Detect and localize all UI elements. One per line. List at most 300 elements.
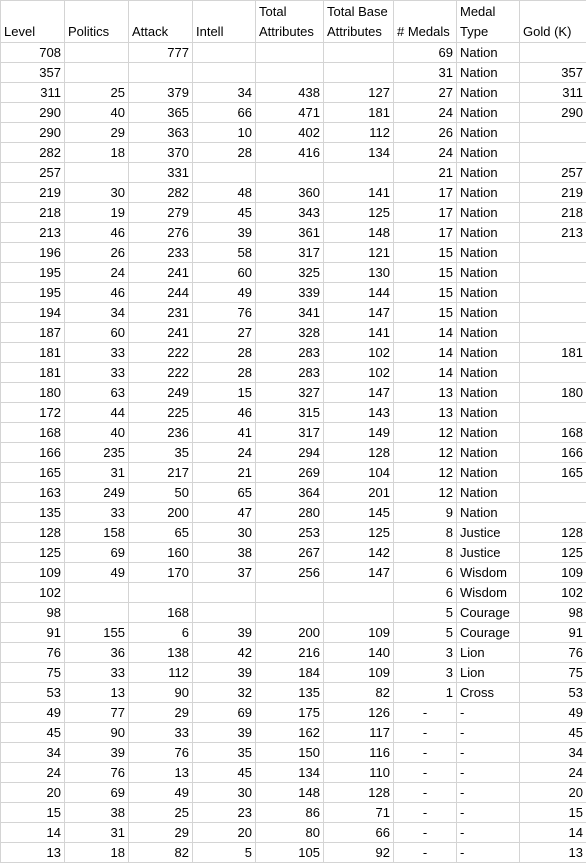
cell-intell[interactable]: 76 xyxy=(193,303,256,323)
cell-total-attributes[interactable]: 339 xyxy=(256,283,324,303)
cell-level[interactable]: 49 xyxy=(1,703,65,723)
cell-intell[interactable]: 30 xyxy=(193,523,256,543)
cell-medal-type[interactable]: Nation xyxy=(457,263,520,283)
cell-total-base-attributes[interactable]: 149 xyxy=(324,423,394,443)
cell-total-attributes[interactable]: 341 xyxy=(256,303,324,323)
cell-level[interactable]: 20 xyxy=(1,783,65,803)
cell-attack[interactable]: 222 xyxy=(129,363,193,383)
cell-medal-type[interactable]: Justice xyxy=(457,543,520,563)
cell-medals[interactable]: 14 xyxy=(394,363,457,383)
cell-politics[interactable]: 235 xyxy=(65,443,129,463)
cell-gold[interactable]: 128 xyxy=(520,523,586,543)
cell-total-base-attributes[interactable]: 144 xyxy=(324,283,394,303)
header-medals[interactable]: # Medals xyxy=(394,1,457,43)
cell-medals[interactable]: 15 xyxy=(394,283,457,303)
cell-politics[interactable] xyxy=(65,583,129,603)
cell-level[interactable]: 14 xyxy=(1,823,65,843)
cell-medal-type[interactable]: Nation xyxy=(457,423,520,443)
cell-attack[interactable]: 363 xyxy=(129,123,193,143)
cell-attack[interactable]: 231 xyxy=(129,303,193,323)
cell-attack[interactable]: 50 xyxy=(129,483,193,503)
cell-gold[interactable]: 180 xyxy=(520,383,586,403)
cell-level[interactable]: 181 xyxy=(1,343,65,363)
cell-intell[interactable]: 30 xyxy=(193,783,256,803)
cell-intell[interactable]: 66 xyxy=(193,103,256,123)
cell-politics[interactable]: 76 xyxy=(65,763,129,783)
cell-total-base-attributes[interactable]: 112 xyxy=(324,123,394,143)
cell-attack[interactable]: 168 xyxy=(129,603,193,623)
cell-medal-type[interactable]: - xyxy=(457,763,520,783)
cell-total-attributes[interactable] xyxy=(256,43,324,63)
cell-medals[interactable]: 27 xyxy=(394,83,457,103)
cell-total-base-attributes[interactable]: 128 xyxy=(324,783,394,803)
cell-politics[interactable]: 40 xyxy=(65,103,129,123)
cell-attack[interactable]: 13 xyxy=(129,763,193,783)
cell-gold[interactable] xyxy=(520,143,586,163)
cell-politics[interactable]: 36 xyxy=(65,643,129,663)
cell-medal-type[interactable]: Courage xyxy=(457,623,520,643)
cell-level[interactable]: 195 xyxy=(1,283,65,303)
cell-gold[interactable]: 75 xyxy=(520,663,586,683)
cell-gold[interactable]: 20 xyxy=(520,783,586,803)
cell-total-base-attributes[interactable]: 110 xyxy=(324,763,394,783)
cell-intell[interactable]: 15 xyxy=(193,383,256,403)
cell-total-base-attributes[interactable]: 147 xyxy=(324,563,394,583)
cell-total-base-attributes[interactable]: 128 xyxy=(324,443,394,463)
cell-gold[interactable] xyxy=(520,263,586,283)
cell-intell[interactable]: 28 xyxy=(193,363,256,383)
cell-medals[interactable]: 5 xyxy=(394,603,457,623)
cell-politics[interactable]: 46 xyxy=(65,283,129,303)
header-total-attributes[interactable]: Total Attributes xyxy=(256,1,324,43)
cell-intell[interactable]: 46 xyxy=(193,403,256,423)
cell-intell[interactable]: 39 xyxy=(193,623,256,643)
cell-medals[interactable]: 24 xyxy=(394,143,457,163)
cell-level[interactable]: 165 xyxy=(1,463,65,483)
cell-attack[interactable]: 29 xyxy=(129,703,193,723)
cell-medals[interactable]: 14 xyxy=(394,323,457,343)
cell-medals[interactable]: 13 xyxy=(394,383,457,403)
cell-gold[interactable]: 24 xyxy=(520,763,586,783)
cell-attack[interactable]: 33 xyxy=(129,723,193,743)
cell-attack[interactable]: 25 xyxy=(129,803,193,823)
cell-attack[interactable]: 82 xyxy=(129,843,193,863)
cell-medals[interactable]: 13 xyxy=(394,403,457,423)
cell-level[interactable]: 91 xyxy=(1,623,65,643)
cell-attack[interactable]: 331 xyxy=(129,163,193,183)
cell-level[interactable]: 13 xyxy=(1,843,65,863)
cell-intell[interactable]: 58 xyxy=(193,243,256,263)
cell-total-base-attributes[interactable] xyxy=(324,603,394,623)
cell-attack[interactable]: 160 xyxy=(129,543,193,563)
cell-politics[interactable] xyxy=(65,63,129,83)
cell-politics[interactable]: 30 xyxy=(65,183,129,203)
cell-medal-type[interactable]: Nation xyxy=(457,83,520,103)
cell-attack[interactable]: 138 xyxy=(129,643,193,663)
cell-politics[interactable]: 13 xyxy=(65,683,129,703)
cell-total-base-attributes[interactable]: 125 xyxy=(324,203,394,223)
cell-total-base-attributes[interactable] xyxy=(324,163,394,183)
cell-medal-type[interactable]: Nation xyxy=(457,123,520,143)
cell-total-attributes[interactable]: 317 xyxy=(256,423,324,443)
cell-gold[interactable]: 109 xyxy=(520,563,586,583)
cell-attack[interactable]: 249 xyxy=(129,383,193,403)
cell-politics[interactable]: 18 xyxy=(65,143,129,163)
cell-medals[interactable]: 26 xyxy=(394,123,457,143)
cell-level[interactable]: 282 xyxy=(1,143,65,163)
cell-medals[interactable]: 15 xyxy=(394,303,457,323)
cell-medals[interactable]: 8 xyxy=(394,523,457,543)
cell-level[interactable]: 135 xyxy=(1,503,65,523)
cell-medals[interactable]: 21 xyxy=(394,163,457,183)
cell-politics[interactable]: 69 xyxy=(65,543,129,563)
header-total-base-attributes[interactable]: Total Base Attributes xyxy=(324,1,394,43)
cell-intell[interactable]: 34 xyxy=(193,83,256,103)
cell-politics[interactable]: 33 xyxy=(65,663,129,683)
cell-politics[interactable]: 33 xyxy=(65,503,129,523)
cell-gold[interactable]: 219 xyxy=(520,183,586,203)
cell-level[interactable]: 194 xyxy=(1,303,65,323)
cell-gold[interactable]: 311 xyxy=(520,83,586,103)
cell-total-base-attributes[interactable]: 66 xyxy=(324,823,394,843)
cell-medals[interactable]: 1 xyxy=(394,683,457,703)
cell-intell[interactable]: 24 xyxy=(193,443,256,463)
cell-total-attributes[interactable]: 134 xyxy=(256,763,324,783)
cell-total-attributes[interactable]: 343 xyxy=(256,203,324,223)
cell-total-base-attributes[interactable]: 140 xyxy=(324,643,394,663)
cell-level[interactable]: 213 xyxy=(1,223,65,243)
cell-medals[interactable]: 12 xyxy=(394,423,457,443)
cell-total-base-attributes[interactable]: 121 xyxy=(324,243,394,263)
cell-medals[interactable]: - xyxy=(394,823,457,843)
cell-medal-type[interactable]: Nation xyxy=(457,143,520,163)
cell-total-base-attributes[interactable] xyxy=(324,43,394,63)
cell-total-attributes[interactable]: 438 xyxy=(256,83,324,103)
cell-medals[interactable]: 15 xyxy=(394,243,457,263)
cell-level[interactable]: 311 xyxy=(1,83,65,103)
cell-politics[interactable]: 31 xyxy=(65,823,129,843)
cell-politics[interactable]: 46 xyxy=(65,223,129,243)
cell-total-base-attributes[interactable]: 148 xyxy=(324,223,394,243)
cell-total-attributes[interactable]: 269 xyxy=(256,463,324,483)
cell-politics[interactable]: 63 xyxy=(65,383,129,403)
cell-politics[interactable]: 39 xyxy=(65,743,129,763)
cell-attack[interactable]: 279 xyxy=(129,203,193,223)
cell-total-base-attributes[interactable]: 92 xyxy=(324,843,394,863)
cell-intell[interactable]: 38 xyxy=(193,543,256,563)
cell-attack[interactable] xyxy=(129,583,193,603)
cell-level[interactable]: 75 xyxy=(1,663,65,683)
cell-gold[interactable] xyxy=(520,303,586,323)
cell-medal-type[interactable]: - xyxy=(457,743,520,763)
cell-level[interactable]: 218 xyxy=(1,203,65,223)
cell-total-base-attributes[interactable]: 143 xyxy=(324,403,394,423)
cell-total-attributes[interactable] xyxy=(256,63,324,83)
cell-intell[interactable]: 10 xyxy=(193,123,256,143)
cell-medals[interactable]: 17 xyxy=(394,183,457,203)
cell-gold[interactable] xyxy=(520,43,586,63)
cell-medals[interactable]: 24 xyxy=(394,103,457,123)
cell-level[interactable]: 708 xyxy=(1,43,65,63)
cell-gold[interactable]: 213 xyxy=(520,223,586,243)
cell-total-base-attributes[interactable]: 71 xyxy=(324,803,394,823)
cell-level[interactable]: 187 xyxy=(1,323,65,343)
cell-total-attributes[interactable]: 325 xyxy=(256,263,324,283)
cell-total-attributes[interactable]: 80 xyxy=(256,823,324,843)
cell-gold[interactable]: 218 xyxy=(520,203,586,223)
cell-medal-type[interactable]: Justice xyxy=(457,523,520,543)
cell-gold[interactable]: 34 xyxy=(520,743,586,763)
cell-intell[interactable]: 28 xyxy=(193,143,256,163)
cell-total-base-attributes[interactable]: 130 xyxy=(324,263,394,283)
cell-medal-type[interactable]: Nation xyxy=(457,483,520,503)
cell-attack[interactable]: 241 xyxy=(129,263,193,283)
cell-politics[interactable]: 249 xyxy=(65,483,129,503)
cell-medal-type[interactable]: - xyxy=(457,823,520,843)
cell-medals[interactable]: - xyxy=(394,703,457,723)
cell-medal-type[interactable]: Nation xyxy=(457,503,520,523)
cell-gold[interactable]: 76 xyxy=(520,643,586,663)
header-attack[interactable]: Attack xyxy=(129,1,193,43)
cell-medals[interactable]: 9 xyxy=(394,503,457,523)
cell-total-attributes[interactable]: 86 xyxy=(256,803,324,823)
cell-medal-type[interactable]: Nation xyxy=(457,343,520,363)
cell-level[interactable]: 98 xyxy=(1,603,65,623)
cell-total-base-attributes[interactable]: 142 xyxy=(324,543,394,563)
cell-medal-type[interactable]: Nation xyxy=(457,463,520,483)
cell-total-base-attributes[interactable]: 117 xyxy=(324,723,394,743)
cell-attack[interactable]: 379 xyxy=(129,83,193,103)
cell-politics[interactable] xyxy=(65,603,129,623)
cell-level[interactable]: 172 xyxy=(1,403,65,423)
header-intell[interactable]: Intell xyxy=(193,1,256,43)
cell-total-base-attributes[interactable]: 127 xyxy=(324,83,394,103)
cell-total-attributes[interactable]: 184 xyxy=(256,663,324,683)
cell-politics[interactable]: 69 xyxy=(65,783,129,803)
cell-total-attributes[interactable]: 471 xyxy=(256,103,324,123)
cell-intell[interactable]: 39 xyxy=(193,223,256,243)
cell-medals[interactable]: 3 xyxy=(394,663,457,683)
cell-intell[interactable] xyxy=(193,603,256,623)
cell-level[interactable]: 15 xyxy=(1,803,65,823)
cell-gold[interactable]: 49 xyxy=(520,703,586,723)
cell-total-base-attributes[interactable]: 126 xyxy=(324,703,394,723)
cell-level[interactable]: 166 xyxy=(1,443,65,463)
cell-total-attributes[interactable]: 360 xyxy=(256,183,324,203)
cell-level[interactable]: 290 xyxy=(1,103,65,123)
cell-medals[interactable]: 69 xyxy=(394,43,457,63)
cell-medals[interactable]: - xyxy=(394,743,457,763)
cell-medal-type[interactable]: - xyxy=(457,843,520,863)
cell-medal-type[interactable]: Lion xyxy=(457,663,520,683)
cell-level[interactable]: 181 xyxy=(1,363,65,383)
cell-intell[interactable] xyxy=(193,583,256,603)
cell-medal-type[interactable]: Nation xyxy=(457,103,520,123)
cell-medal-type[interactable]: Courage xyxy=(457,603,520,623)
cell-attack[interactable]: 170 xyxy=(129,563,193,583)
cell-intell[interactable]: 41 xyxy=(193,423,256,443)
cell-politics[interactable]: 60 xyxy=(65,323,129,343)
cell-medal-type[interactable]: Nation xyxy=(457,183,520,203)
cell-intell[interactable]: 20 xyxy=(193,823,256,843)
cell-gold[interactable] xyxy=(520,323,586,343)
cell-intell[interactable]: 65 xyxy=(193,483,256,503)
cell-total-attributes[interactable]: 328 xyxy=(256,323,324,343)
cell-gold[interactable]: 357 xyxy=(520,63,586,83)
cell-medals[interactable]: 15 xyxy=(394,263,457,283)
cell-attack[interactable]: 233 xyxy=(129,243,193,263)
cell-total-attributes[interactable]: 148 xyxy=(256,783,324,803)
cell-total-attributes[interactable]: 256 xyxy=(256,563,324,583)
cell-intell[interactable]: 39 xyxy=(193,723,256,743)
cell-politics[interactable]: 38 xyxy=(65,803,129,823)
cell-intell[interactable]: 21 xyxy=(193,463,256,483)
cell-politics[interactable]: 49 xyxy=(65,563,129,583)
cell-level[interactable]: 195 xyxy=(1,263,65,283)
cell-medal-type[interactable]: - xyxy=(457,703,520,723)
cell-level[interactable]: 24 xyxy=(1,763,65,783)
cell-politics[interactable]: 44 xyxy=(65,403,129,423)
cell-level[interactable]: 125 xyxy=(1,543,65,563)
cell-gold[interactable]: 102 xyxy=(520,583,586,603)
cell-level[interactable]: 102 xyxy=(1,583,65,603)
cell-politics[interactable]: 34 xyxy=(65,303,129,323)
cell-medals[interactable]: 6 xyxy=(394,563,457,583)
cell-level[interactable]: 53 xyxy=(1,683,65,703)
cell-intell[interactable]: 42 xyxy=(193,643,256,663)
cell-attack[interactable]: 222 xyxy=(129,343,193,363)
cell-total-base-attributes[interactable]: 141 xyxy=(324,183,394,203)
cell-politics[interactable]: 40 xyxy=(65,423,129,443)
cell-medal-type[interactable]: Nation xyxy=(457,43,520,63)
cell-politics[interactable]: 155 xyxy=(65,623,129,643)
cell-level[interactable]: 219 xyxy=(1,183,65,203)
cell-total-attributes[interactable]: 294 xyxy=(256,443,324,463)
cell-gold[interactable]: 181 xyxy=(520,343,586,363)
cell-intell[interactable] xyxy=(193,43,256,63)
cell-level[interactable]: 168 xyxy=(1,423,65,443)
cell-politics[interactable]: 29 xyxy=(65,123,129,143)
cell-gold[interactable] xyxy=(520,123,586,143)
cell-total-attributes[interactable]: 327 xyxy=(256,383,324,403)
cell-medal-type[interactable]: Nation xyxy=(457,363,520,383)
cell-total-base-attributes[interactable]: 201 xyxy=(324,483,394,503)
cell-intell[interactable]: 32 xyxy=(193,683,256,703)
cell-gold[interactable] xyxy=(520,403,586,423)
cell-politics[interactable]: 90 xyxy=(65,723,129,743)
cell-level[interactable]: 34 xyxy=(1,743,65,763)
cell-total-attributes[interactable]: 280 xyxy=(256,503,324,523)
cell-total-attributes[interactable]: 162 xyxy=(256,723,324,743)
cell-politics[interactable] xyxy=(65,43,129,63)
cell-intell[interactable]: 49 xyxy=(193,283,256,303)
cell-total-base-attributes[interactable]: 102 xyxy=(324,363,394,383)
cell-medal-type[interactable]: - xyxy=(457,723,520,743)
cell-gold[interactable]: 257 xyxy=(520,163,586,183)
cell-total-attributes[interactable] xyxy=(256,583,324,603)
cell-gold[interactable] xyxy=(520,483,586,503)
cell-total-attributes[interactable]: 253 xyxy=(256,523,324,543)
cell-intell[interactable]: 27 xyxy=(193,323,256,343)
cell-intell[interactable]: 28 xyxy=(193,343,256,363)
cell-level[interactable]: 357 xyxy=(1,63,65,83)
cell-gold[interactable]: 14 xyxy=(520,823,586,843)
cell-total-attributes[interactable]: 361 xyxy=(256,223,324,243)
cell-politics[interactable]: 33 xyxy=(65,343,129,363)
cell-total-base-attributes[interactable]: 102 xyxy=(324,343,394,363)
cell-attack[interactable]: 241 xyxy=(129,323,193,343)
cell-attack[interactable] xyxy=(129,63,193,83)
cell-intell[interactable]: 35 xyxy=(193,743,256,763)
cell-total-base-attributes[interactable]: 109 xyxy=(324,623,394,643)
cell-intell[interactable]: 23 xyxy=(193,803,256,823)
cell-medal-type[interactable]: Nation xyxy=(457,223,520,243)
cell-medals[interactable]: 3 xyxy=(394,643,457,663)
cell-politics[interactable]: 33 xyxy=(65,363,129,383)
cell-medals[interactable]: 12 xyxy=(394,463,457,483)
cell-medal-type[interactable]: Nation xyxy=(457,403,520,423)
cell-intell[interactable]: 45 xyxy=(193,203,256,223)
cell-medals[interactable]: - xyxy=(394,723,457,743)
cell-politics[interactable]: 19 xyxy=(65,203,129,223)
cell-total-attributes[interactable] xyxy=(256,603,324,623)
cell-total-attributes[interactable]: 364 xyxy=(256,483,324,503)
cell-politics[interactable]: 25 xyxy=(65,83,129,103)
cell-total-attributes[interactable]: 150 xyxy=(256,743,324,763)
cell-total-base-attributes[interactable]: 109 xyxy=(324,663,394,683)
cell-attack[interactable]: 200 xyxy=(129,503,193,523)
cell-gold[interactable]: 91 xyxy=(520,623,586,643)
cell-total-attributes[interactable] xyxy=(256,163,324,183)
cell-total-base-attributes[interactable] xyxy=(324,583,394,603)
cell-medals[interactable]: - xyxy=(394,843,457,863)
cell-total-attributes[interactable]: 267 xyxy=(256,543,324,563)
cell-medal-type[interactable]: Nation xyxy=(457,323,520,343)
cell-medal-type[interactable]: Nation xyxy=(457,383,520,403)
cell-total-base-attributes[interactable]: 147 xyxy=(324,303,394,323)
cell-gold[interactable]: 165 xyxy=(520,463,586,483)
cell-level[interactable]: 290 xyxy=(1,123,65,143)
cell-intell[interactable] xyxy=(193,163,256,183)
header-gold[interactable]: Gold (K) xyxy=(520,1,586,43)
cell-total-base-attributes[interactable]: 125 xyxy=(324,523,394,543)
cell-attack[interactable]: 282 xyxy=(129,183,193,203)
cell-medal-type[interactable]: Wisdom xyxy=(457,563,520,583)
cell-intell[interactable]: 69 xyxy=(193,703,256,723)
cell-medals[interactable]: - xyxy=(394,783,457,803)
cell-level[interactable]: 163 xyxy=(1,483,65,503)
cell-total-attributes[interactable]: 315 xyxy=(256,403,324,423)
cell-gold[interactable]: 168 xyxy=(520,423,586,443)
cell-intell[interactable] xyxy=(193,63,256,83)
cell-politics[interactable]: 158 xyxy=(65,523,129,543)
cell-attack[interactable]: 236 xyxy=(129,423,193,443)
cell-total-base-attributes[interactable]: 181 xyxy=(324,103,394,123)
cell-gold[interactable] xyxy=(520,243,586,263)
cell-gold[interactable]: 290 xyxy=(520,103,586,123)
cell-medals[interactable]: 14 xyxy=(394,343,457,363)
cell-politics[interactable]: 24 xyxy=(65,263,129,283)
cell-total-attributes[interactable]: 416 xyxy=(256,143,324,163)
cell-total-base-attributes[interactable] xyxy=(324,63,394,83)
cell-attack[interactable]: 76 xyxy=(129,743,193,763)
cell-total-attributes[interactable]: 283 xyxy=(256,363,324,383)
cell-medal-type[interactable]: Wisdom xyxy=(457,583,520,603)
cell-politics[interactable]: 26 xyxy=(65,243,129,263)
cell-level[interactable]: 128 xyxy=(1,523,65,543)
cell-medals[interactable]: 6 xyxy=(394,583,457,603)
cell-gold[interactable]: 166 xyxy=(520,443,586,463)
